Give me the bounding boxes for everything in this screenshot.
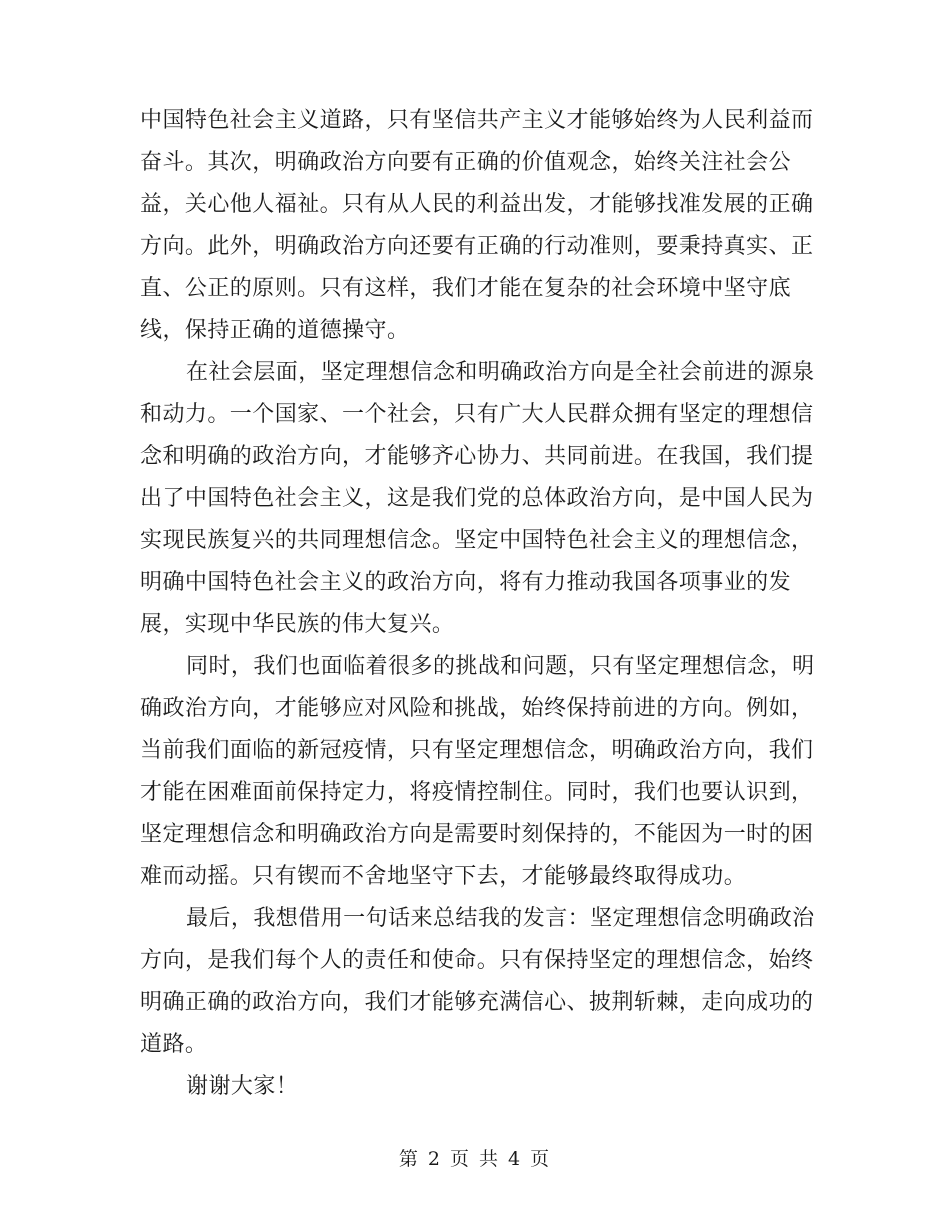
text-line: 直、公正的原则。只有这样，我们才能在复杂的社会环境中坚守底	[140, 276, 792, 301]
text-line: 明确正确的政治方向，我们才能够充满信心、披荆斩棘，走向成功的	[140, 990, 814, 1015]
text-line: 奋斗。其次，明确政治方向要有正确的价值观念，始终关注社会公	[140, 150, 792, 175]
text-line: 实现民族复兴的共同理想信念。坚定中国特色社会主义的理想信念，	[140, 528, 814, 553]
paragraph-start-line: 最后，我想借用一句话来总结我的发言：坚定理想信念明确政治	[186, 906, 815, 931]
text-line: 念和明确的政治方向，才能够齐心协力、共同前进。在我国，我们提	[140, 444, 814, 469]
paragraph-start-line: 同时，我们也面临着很多的挑战和问题，只有坚定理想信念，明	[186, 654, 815, 679]
closing-line: 谢谢大家！	[186, 1074, 299, 1099]
text-line: 方向，是我们每个人的责任和使命。只有保持坚定的理想信念，始终	[140, 948, 814, 973]
text-line: 当前我们面临的新冠疫情，只有坚定理想信念，明确政治方向，我们	[140, 738, 814, 763]
text-line: 益，关心他人福祉。只有从人民的利益出发，才能够找准发展的正确	[140, 192, 814, 217]
text-line: 展，实现中华民族的伟大复兴。	[140, 612, 455, 637]
text-line: 难而动摇。只有锲而不舍地坚守下去，才能够最终取得成功。	[140, 864, 747, 889]
text-line: 中国特色社会主义道路，只有坚信共产主义才能够始终为人民利益而	[140, 108, 814, 133]
text-line: 方向。此外，明确政治方向还要有正确的行动准则，要秉持真实、正	[140, 234, 814, 259]
page-number-label: 第 2 页 共 4 页	[398, 1148, 552, 1170]
text-line: 明确中国特色社会主义的政治方向，将有力推动我国各项事业的发	[140, 570, 792, 595]
text-line: 出了中国特色社会主义，这是我们党的总体政治方向，是中国人民为	[140, 486, 814, 511]
body-text	[140, 100, 815, 1108]
text-line: 线，保持正确的道德操守。	[140, 318, 410, 343]
text-line: 坚定理想信念和明确政治方向是需要时刻保持的，不能因为一时的困	[140, 822, 814, 847]
page-number-footer	[0, 1147, 950, 1171]
paragraph-start-line: 在社会层面，坚定理想信念和明确政治方向是全社会前进的源泉	[186, 360, 815, 385]
text-line: 道路。	[140, 1032, 208, 1057]
text-line: 确政治方向，才能够应对风险和挑战，始终保持前进的方向。例如，	[140, 696, 814, 721]
text-line: 才能在困难面前保持定力，将疫情控制住。同时，我们也要认识到，	[140, 780, 814, 805]
text-line: 和动力。一个国家、一个社会，只有广大人民群众拥有坚定的理想信	[140, 402, 814, 427]
